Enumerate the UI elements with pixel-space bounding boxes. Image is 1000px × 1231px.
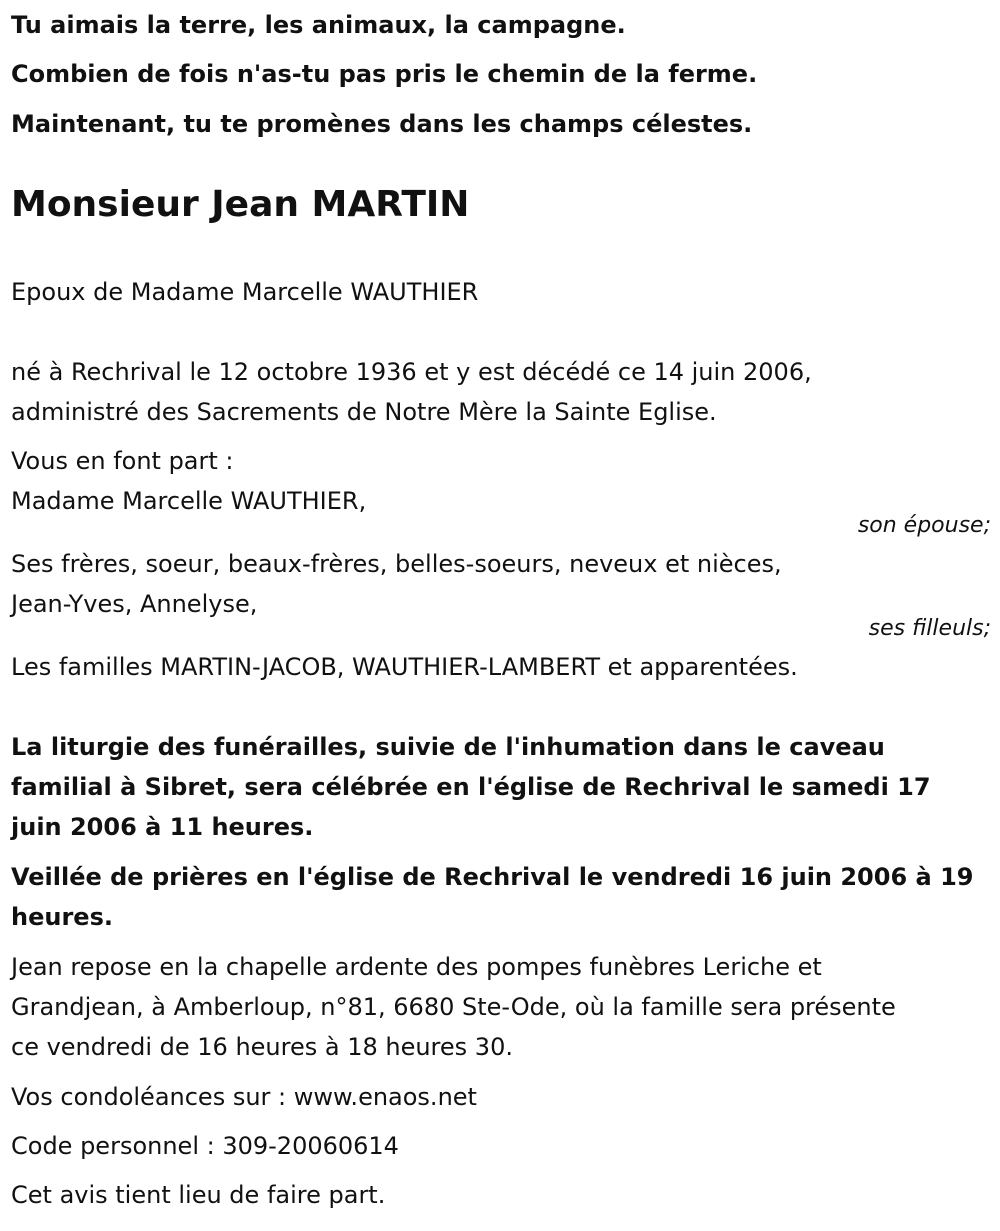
announcer-godchildren: Jean-Yves, Annelyse, <box>11 590 258 618</box>
vigil-line-2: heures. <box>11 903 113 931</box>
announcer-spouse: Madame Marcelle WAUTHIER, <box>11 487 367 515</box>
announcer-families: Les familles MARTIN-JACOB, WAUTHIER-LAMBERT et apparentées. <box>11 653 798 681</box>
condolences-line: Vos condoléances sur : www.enaos.net <box>11 1083 477 1111</box>
funeral-line-2: familial à Sibret, sera célébrée en l'église de Rechrival le samedi 17 <box>11 773 931 801</box>
birth-death-line-2: administré des Sacrements de Notre Mère la Sainte Eglise. <box>11 398 717 426</box>
spouse-role: son épouse; <box>857 513 991 538</box>
poem-line-3: Maintenant, tu te promènes dans les champs célestes. <box>11 110 753 138</box>
birth-death-line-1: né à Rechrival le 12 octobre 1936 et y est décédé ce 14 juin 2006, <box>11 358 812 386</box>
closing-line: Cet avis tient lieu de faire part. <box>11 1181 386 1209</box>
poem-line-1: Tu aimais la terre, les animaux, la campagne. <box>11 11 626 39</box>
funeral-line-1: La liturgie des funérailles, suivie de l'inhumation dans le caveau <box>11 733 885 761</box>
deceased-name: Monsieur Jean MARTIN <box>11 184 470 225</box>
announcer-siblings: Ses frères, soeur, beaux-frères, belles-soeurs, neveux et nièces, <box>11 550 782 578</box>
announcers-intro: Vous en font part : <box>11 447 234 475</box>
chapel-line-1: Jean repose en la chapelle ardente des pompes funèbres Leriche et <box>11 953 822 981</box>
chapel-line-3: ce vendredi de 16 heures à 18 heures 30. <box>11 1033 513 1061</box>
spouse-line: Epoux de Madame Marcelle WAUTHIER <box>11 278 479 306</box>
godchildren-role: ses filleuls; <box>868 616 991 641</box>
vigil-line-1: Veillée de prières en l'église de Rechrival le vendredi 16 juin 2006 à 19 <box>11 863 974 891</box>
poem-line-2: Combien de fois n'as-tu pas pris le chemin de la ferme. <box>11 60 758 88</box>
chapel-line-2: Grandjean, à Amberloup, n°81, 6680 Ste-Ode, où la famille sera présente <box>11 993 896 1021</box>
personal-code: Code personnel : 309-20060614 <box>11 1132 399 1160</box>
funeral-line-3: juin 2006 à 11 heures. <box>11 813 314 841</box>
